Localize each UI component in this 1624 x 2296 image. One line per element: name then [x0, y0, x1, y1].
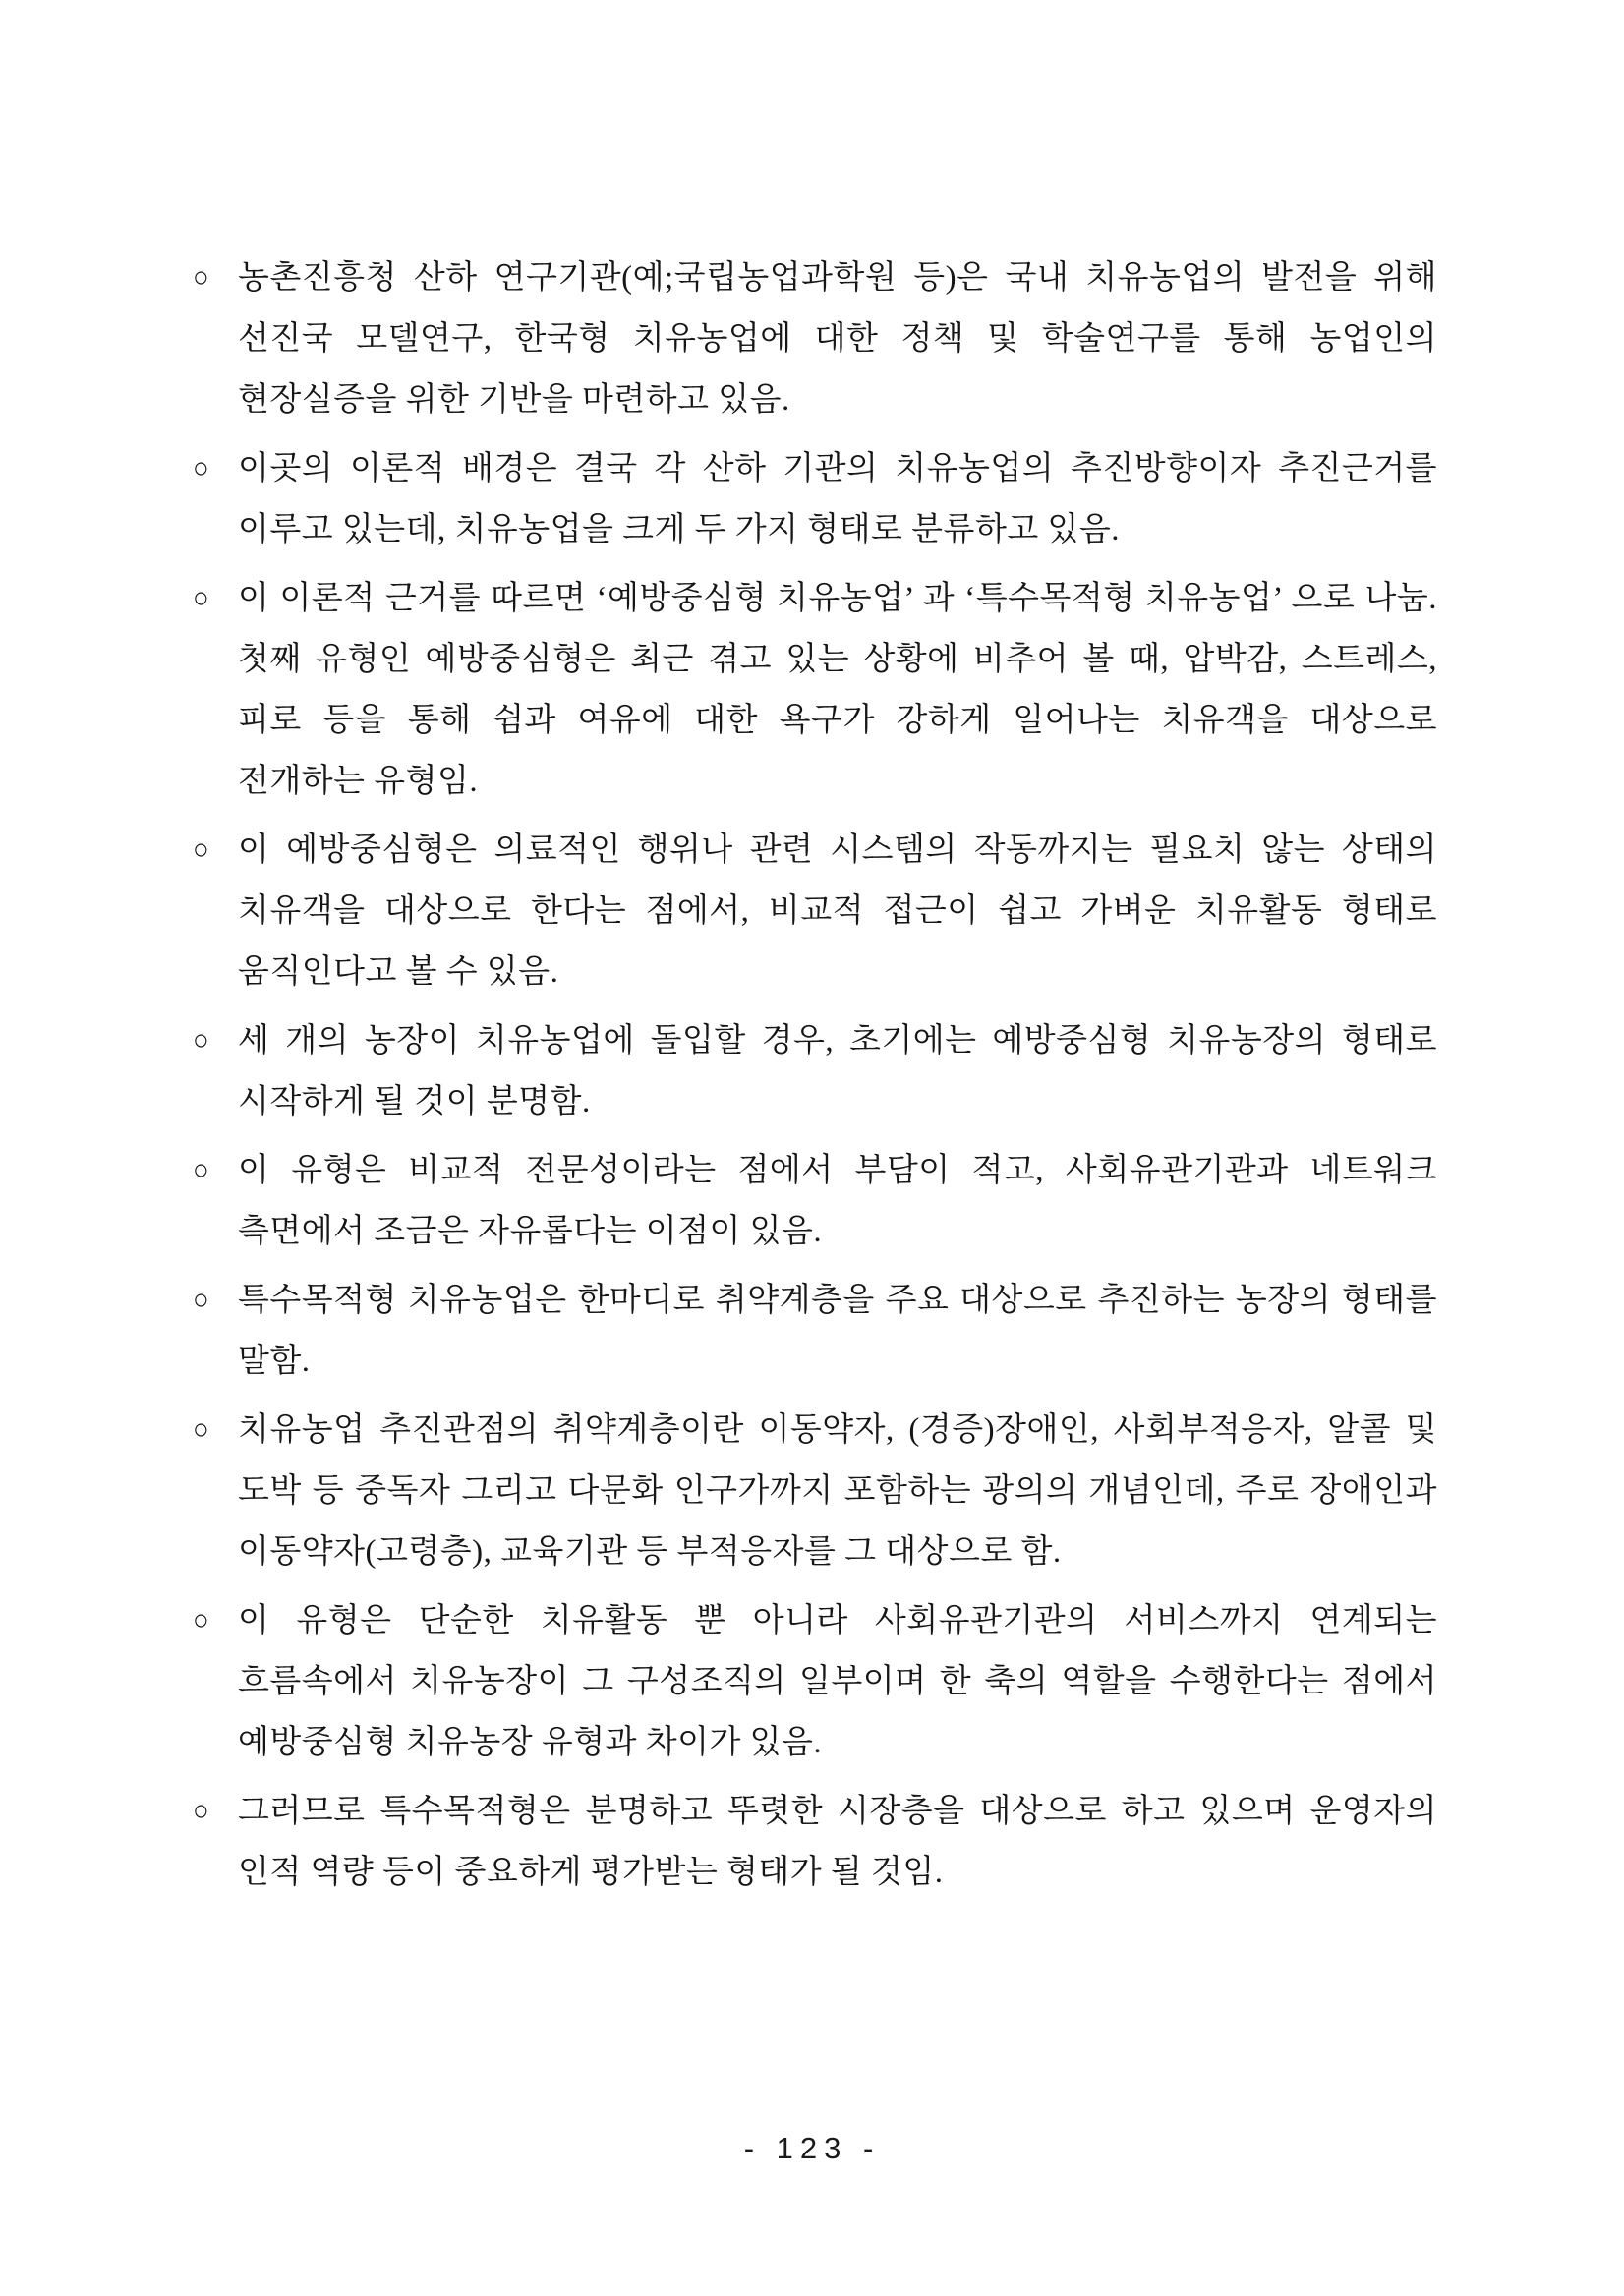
bullet-item: [193, 1400, 1437, 1582]
circle-bullet-icon: ○: [193, 582, 209, 614]
bullet-item: [193, 1590, 1437, 1773]
bullet-text: 이 유형은 단순한 치유활동 뿐 아니라 사회유관기관의 서비스까지 연계되는 흐름속에서 치유농장이 그 구성조직의 일부이며 한 축의 역할을 수행한다는 점에서 예방중심형 치유농장 유형과 차이가 있음.: [238, 1603, 1437, 1760]
bullet-item: [193, 438, 1437, 560]
bullet-text: 그러므로 특수목적형은 분명하고 뚜렷한 시장층을 대상으로 하고 있으며 운영자의 인적 역량 등이 중요하게 평가받는 형태가 될 것임.: [238, 1794, 1437, 1890]
bullet-item: [193, 1140, 1437, 1262]
circle-bullet-icon: ○: [193, 833, 209, 866]
bullet-text: 이곳의 이론적 배경은 결국 각 산하 기관의 치유농업의 추진방향이자 추진근거를 이루고 있는데, 치유농업을 크게 두 가지 형태로 분류하고 있음.: [238, 451, 1437, 547]
bullet-text: 이 이론적 근거를 따르면 ‘예방중심형 치유농업’ 과 ‘특수목적형 치유농업’ 으로 나눔. 첫째 유형인 예방중심형은 최근 겪고 있는 상황에 비추어 볼 때, 압박감, 스트레스, 피로 등을 통해 쉼과 여유에 대한 욕구가 강하게 일어나는 치유객을 대상으로 전개하는 유형임.: [238, 581, 1437, 799]
bullet-text: 이 유형은 비교적 전문성이라는 점에서 부담이 적고, 사회유관기관과 네트워크 측면에서 조금은 자유롭다는 이점이 있음.: [238, 1153, 1437, 1249]
bullet-text: 이 예방중심형은 의료적인 행위나 관련 시스템의 작동까지는 필요치 않는 상태의 치유객을 대상으로 한다는 점에서, 비교적 접근이 쉽고 가벼운 치유활동 형태로 움직인다고 볼 수 있음.: [238, 832, 1437, 990]
bullet-item: [193, 1010, 1437, 1132]
circle-bullet-icon: ○: [193, 1795, 209, 1827]
bullet-text: 특수목적형 치유농업은 한마디로 취약계층을 주요 대상으로 추진하는 농장의 형태를 말함.: [238, 1283, 1437, 1379]
circle-bullet-icon: ○: [193, 1604, 209, 1636]
bullet-text: 세 개의 농장이 치유농업에 돌입할 경우, 초기에는 예방중심형 치유농장의 형태로 시작하게 될 것이 분명함.: [238, 1023, 1437, 1119]
circle-bullet-icon: ○: [193, 1413, 209, 1446]
circle-bullet-icon: ○: [193, 1284, 209, 1316]
bullet-item: [193, 1781, 1437, 1903]
circle-bullet-icon: ○: [193, 261, 209, 294]
page-footer: [0, 2131, 1624, 2166]
circle-bullet-icon: ○: [193, 1024, 209, 1057]
bullet-item: [193, 568, 1437, 812]
bullet-text: 치유농업 추진관점의 취약계층이란 이동약자, (경증)장애인, 사회부적응자, 알콜 및 도박 등 중독자 그리고 다문화 인구가까지 포함하는 광의의 개념인데, 주로 장애인과 이동약자(고령층), 교육기관 등 부적응자를 그 대상으로 함.: [238, 1412, 1437, 1570]
circle-bullet-icon: ○: [193, 1154, 209, 1186]
page-content: [193, 248, 1437, 1911]
bullet-item: [193, 1270, 1437, 1392]
bullet-item: [193, 248, 1437, 430]
bullet-item: [193, 820, 1437, 1003]
bullet-text: 농촌진흥청 산하 연구기관(예;국립농업과학원 등)은 국내 치유농업의 발전을 위해 선진국 모델연구, 한국형 치유농업에 대한 정책 및 학술연구를 통해 농업인의 현장실증을 위한 기반을 마련하고 있음.: [238, 260, 1437, 418]
circle-bullet-icon: ○: [193, 452, 209, 485]
page-number: - 123 -: [743, 2131, 881, 2165]
bullet-list: [193, 248, 1437, 1903]
